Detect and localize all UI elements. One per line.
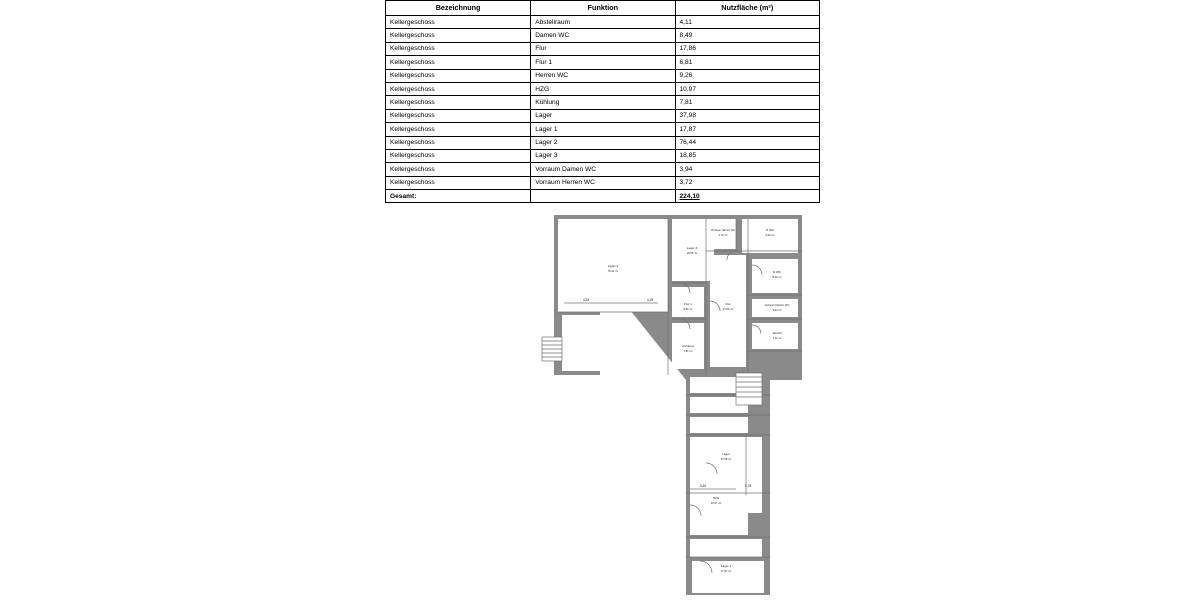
room-label-lager2: Lager 2 <box>607 264 619 268</box>
cell-funktion: Lager 3 <box>531 149 675 162</box>
cell-funktion: Kühlung <box>531 96 675 109</box>
table-row <box>386 109 820 122</box>
cell-bezeichnung: Kellergeschoss <box>386 163 531 176</box>
room-area-flur1: 6,81 m² <box>683 308 693 311</box>
cell-flaeche: 9,26 <box>675 69 819 82</box>
room-area-lager3: 18,85 m² <box>686 252 698 255</box>
cell-flaeche: 17,86 <box>675 42 819 55</box>
cell-funktion: Abstellraum <box>531 16 675 29</box>
room-label-kuehlung: Kühlung <box>682 344 694 348</box>
cell-total-flaeche: 224,10 <box>675 190 819 203</box>
room-area-lager2: 76,44 m² <box>607 270 619 273</box>
cell-bezeichnung: Kellergeschoss <box>386 42 531 55</box>
room-area-d-wc: 8,49 m² <box>772 276 782 279</box>
cell-flaeche: 6,81 <box>675 56 819 69</box>
cell-bezeichnung: Kellergeschoss <box>386 16 531 29</box>
table-header-row <box>386 1 820 16</box>
dimension-4: 1,79 <box>744 484 752 488</box>
cell-bezeichnung: Kellergeschoss <box>386 136 531 149</box>
room-label-hzg: HZG <box>712 496 720 500</box>
cell-funktion: Flur <box>531 42 675 55</box>
cell-flaeche: 3,72 <box>675 176 819 189</box>
room-label-vorraum-herren-wc: Vorraum Herren WC <box>710 229 736 232</box>
cell-funktion: Vorraum Damen WC <box>531 163 675 176</box>
room-area-flur: 17,86 m² <box>722 308 734 311</box>
cell-flaeche: 4,11 <box>675 16 819 29</box>
cell-bezeichnung: Kellergeschoss <box>386 149 531 162</box>
table-row <box>386 56 820 69</box>
column-header-funktion: Funktion <box>531 1 675 16</box>
room-area-vorraum-herren-wc: 3,72 m² <box>718 234 728 237</box>
room-label-lager3: Lager 3 <box>686 246 698 250</box>
cell-funktion: Lager 1 <box>531 123 675 136</box>
table-header <box>386 1 820 16</box>
room-label-d-wc: D WC <box>772 270 782 274</box>
cell-flaeche: 10,97 <box>675 82 819 95</box>
cell-total-funktion <box>531 190 675 203</box>
cell-funktion: Flur 1 <box>531 56 675 69</box>
room-label-vorraum-damen-wc: Vorraum Damen WC <box>764 304 790 307</box>
table-row <box>386 42 820 55</box>
room-label-lager1: Lager 1 <box>720 564 732 568</box>
room-label-abstell: Abstell <box>772 331 782 335</box>
table-row <box>386 136 820 149</box>
room-area-abstell: 4,11 m² <box>772 337 782 340</box>
cell-bezeichnung: Kellergeschoss <box>386 69 531 82</box>
floorplan-drawing <box>540 205 830 600</box>
area-table <box>385 0 820 203</box>
table-total-row <box>386 190 820 203</box>
cell-bezeichnung: Kellergeschoss <box>386 176 531 189</box>
room-area-kuehlung: 7,81 m² <box>683 350 693 353</box>
table-row <box>386 16 820 29</box>
room-area-vorraum-damen-wc: 3,94 m² <box>772 309 782 312</box>
table-body <box>386 16 820 203</box>
cell-flaeche: 76,44 <box>675 136 819 149</box>
cell-funktion: Vorraum Herren WC <box>531 176 675 189</box>
table-row <box>386 69 820 82</box>
room-area-lager: 37,98 m² <box>720 458 732 461</box>
cell-flaeche: 8,49 <box>675 29 819 42</box>
cell-bezeichnung: Kellergeschoss <box>386 96 531 109</box>
table-row <box>386 96 820 109</box>
room-area-hzg: 10,97 m² <box>710 502 722 505</box>
cell-flaeche: 17,87 <box>675 123 819 136</box>
room-area-lager1: 17,87 m² <box>720 570 732 573</box>
dimension-2: 4,19 <box>646 298 654 302</box>
dimension-3: 3,10 <box>699 484 707 488</box>
table-row <box>386 29 820 42</box>
cell-bezeichnung: Kellergeschoss <box>386 82 531 95</box>
table-row <box>386 82 820 95</box>
cell-funktion: Herren WC <box>531 69 675 82</box>
cell-total-label: Gesamt: <box>386 190 531 203</box>
table-row <box>386 163 820 176</box>
cell-flaeche: 18,85 <box>675 149 819 162</box>
table-row <box>386 123 820 136</box>
table-row <box>386 149 820 162</box>
column-header-bezeichnung: Bezeichnung <box>386 1 531 16</box>
dimension-1: 4,33 <box>582 298 590 302</box>
table-row <box>386 176 820 189</box>
room-area-h-wc: 9,26 m² <box>765 234 775 237</box>
cell-funktion: HZG <box>531 82 675 95</box>
cell-funktion: Lager <box>531 109 675 122</box>
cell-bezeichnung: Kellergeschoss <box>386 29 531 42</box>
room-label-flur1: Flur 1 <box>684 302 692 306</box>
cell-flaeche: 7,81 <box>675 96 819 109</box>
cell-flaeche: 37,98 <box>675 109 819 122</box>
cell-funktion: Lager 2 <box>531 136 675 149</box>
room-label-flur: Flur <box>725 302 731 306</box>
cell-bezeichnung: Kellergeschoss <box>386 56 531 69</box>
room-label-lager: Lager <box>722 452 730 456</box>
cell-bezeichnung: Kellergeschoss <box>386 109 531 122</box>
room-label-h-wc: H WC <box>765 228 775 232</box>
cell-bezeichnung: Kellergeschoss <box>386 123 531 136</box>
column-header-nutzflaeche: Nutzfläche (m²) <box>675 1 819 16</box>
cell-funktion: Damen WC <box>531 29 675 42</box>
cell-flaeche: 3,94 <box>675 163 819 176</box>
